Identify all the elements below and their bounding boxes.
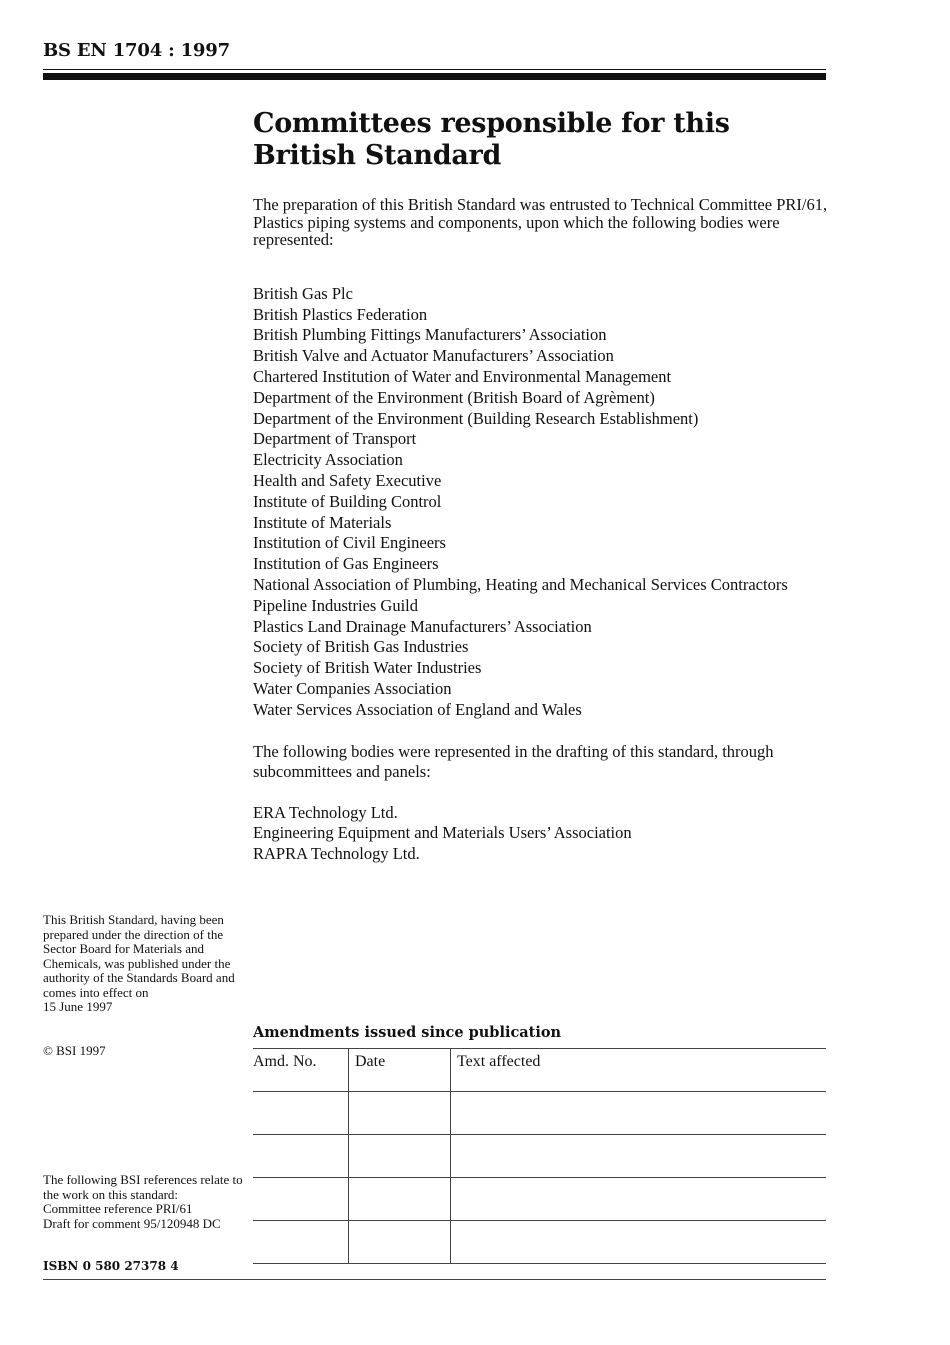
column-header-date: Date (349, 1049, 451, 1092)
committee-reference: Committee reference PRI/61 (43, 1201, 193, 1216)
list-item: ERA Technology Ltd. (253, 802, 398, 822)
table-cell (349, 1092, 451, 1135)
list-item: National Association of Plumbing, Heating and Mechanical Services Contractors (253, 574, 788, 594)
header-rule-thick (43, 73, 826, 80)
column-header-text-affected: Text affected (451, 1049, 827, 1092)
title-line-2: British Standard (253, 140, 502, 171)
table-cell (349, 1135, 451, 1178)
list-item: Engineering Equipment and Materials Users’ Association (253, 823, 632, 843)
table-row (253, 1135, 826, 1178)
list-item: British Gas Plc (253, 283, 353, 303)
list-item: Plastics Land Drainage Manufacturers’ Association (253, 616, 592, 636)
isbn: ISBN 0 580 27378 4 (43, 1259, 179, 1273)
table-cell (253, 1221, 349, 1264)
list-item: British Plastics Federation (253, 304, 428, 324)
table-cell (349, 1178, 451, 1221)
list-item: Institution of Civil Engineers (253, 533, 446, 553)
table-cell (451, 1135, 827, 1178)
publication-note (43, 913, 238, 1015)
list-item: Society of British Gas Industries (253, 637, 469, 657)
represented-bodies-list (253, 284, 828, 721)
list-item: Health and Safety Executive (253, 470, 442, 490)
standard-id: BS EN 1704 : 1997 (43, 40, 230, 61)
bsi-references (43, 1173, 243, 1231)
refs-intro: The following BSI references relate to the work on this standard: (43, 1172, 243, 1202)
table-cell (253, 1178, 349, 1221)
title-line-1: Committees responsible for this (253, 108, 730, 139)
copyright: © BSI 1997 (43, 1043, 106, 1058)
header-rule-thin (43, 69, 826, 70)
list-item: Institute of Building Control (253, 491, 442, 511)
main-content (253, 108, 828, 865)
effective-date: 15 June 1997 (43, 999, 113, 1014)
list-item: Chartered Institution of Water and Environmental Management (253, 366, 672, 386)
drafting-paragraph: The following bodies were represented in the drafting of this standard, through subcommittees and panels: (253, 741, 774, 781)
table-row (253, 1178, 826, 1221)
list-item: RAPRA Technology Ltd. (253, 844, 420, 864)
list-item: Water Services Association of England and Wales (253, 699, 582, 719)
table-row (253, 1092, 826, 1135)
list-item: Electricity Association (253, 450, 403, 470)
list-item: Department of Transport (253, 429, 417, 449)
drafting-bodies-list (253, 803, 828, 865)
list-item: British Valve and Actuator Manufacturers’ Association (253, 346, 614, 366)
draft-reference: Draft for comment 95/120948 DC (43, 1215, 221, 1231)
table-row (253, 1221, 826, 1264)
footer-rule (43, 1279, 826, 1280)
list-item: Institute of Materials (253, 512, 392, 532)
table-cell (253, 1135, 349, 1178)
list-item: Society of British Water Industries (253, 658, 482, 678)
table-header-row (253, 1049, 826, 1092)
amendments-table (253, 1048, 826, 1264)
list-item: Department of the Environment (Building Research Establishment) (253, 408, 699, 428)
table-cell (451, 1221, 827, 1264)
list-item: Water Companies Association (253, 678, 452, 698)
table-cell (451, 1178, 827, 1221)
table-cell (451, 1092, 827, 1135)
table-cell (253, 1092, 349, 1135)
column-header-amd-no: Amd. No. (253, 1049, 349, 1092)
amendments-title: Amendments issued since publication (253, 1024, 562, 1041)
list-item: British Plumbing Fittings Manufacturers’ Association (253, 325, 607, 345)
table-cell (349, 1221, 451, 1264)
list-item: Pipeline Industries Guild (253, 595, 418, 615)
page-title (253, 108, 828, 172)
list-item: Department of the Environment (British Board of Agrèment) (253, 387, 655, 407)
intro-paragraph: The preparation of this British Standard was entrusted to Technical Committee PRI/61, Plastics piping systems and components, upon which the following bodies were represented: (253, 195, 828, 250)
list-item: Institution of Gas Engineers (253, 554, 439, 574)
publication-note-text: This British Standard, having been prepared under the direction of the Sector Board for Materials and Chemicals, was published under the authority of the Standards Board and comes into effect on (43, 912, 235, 1000)
